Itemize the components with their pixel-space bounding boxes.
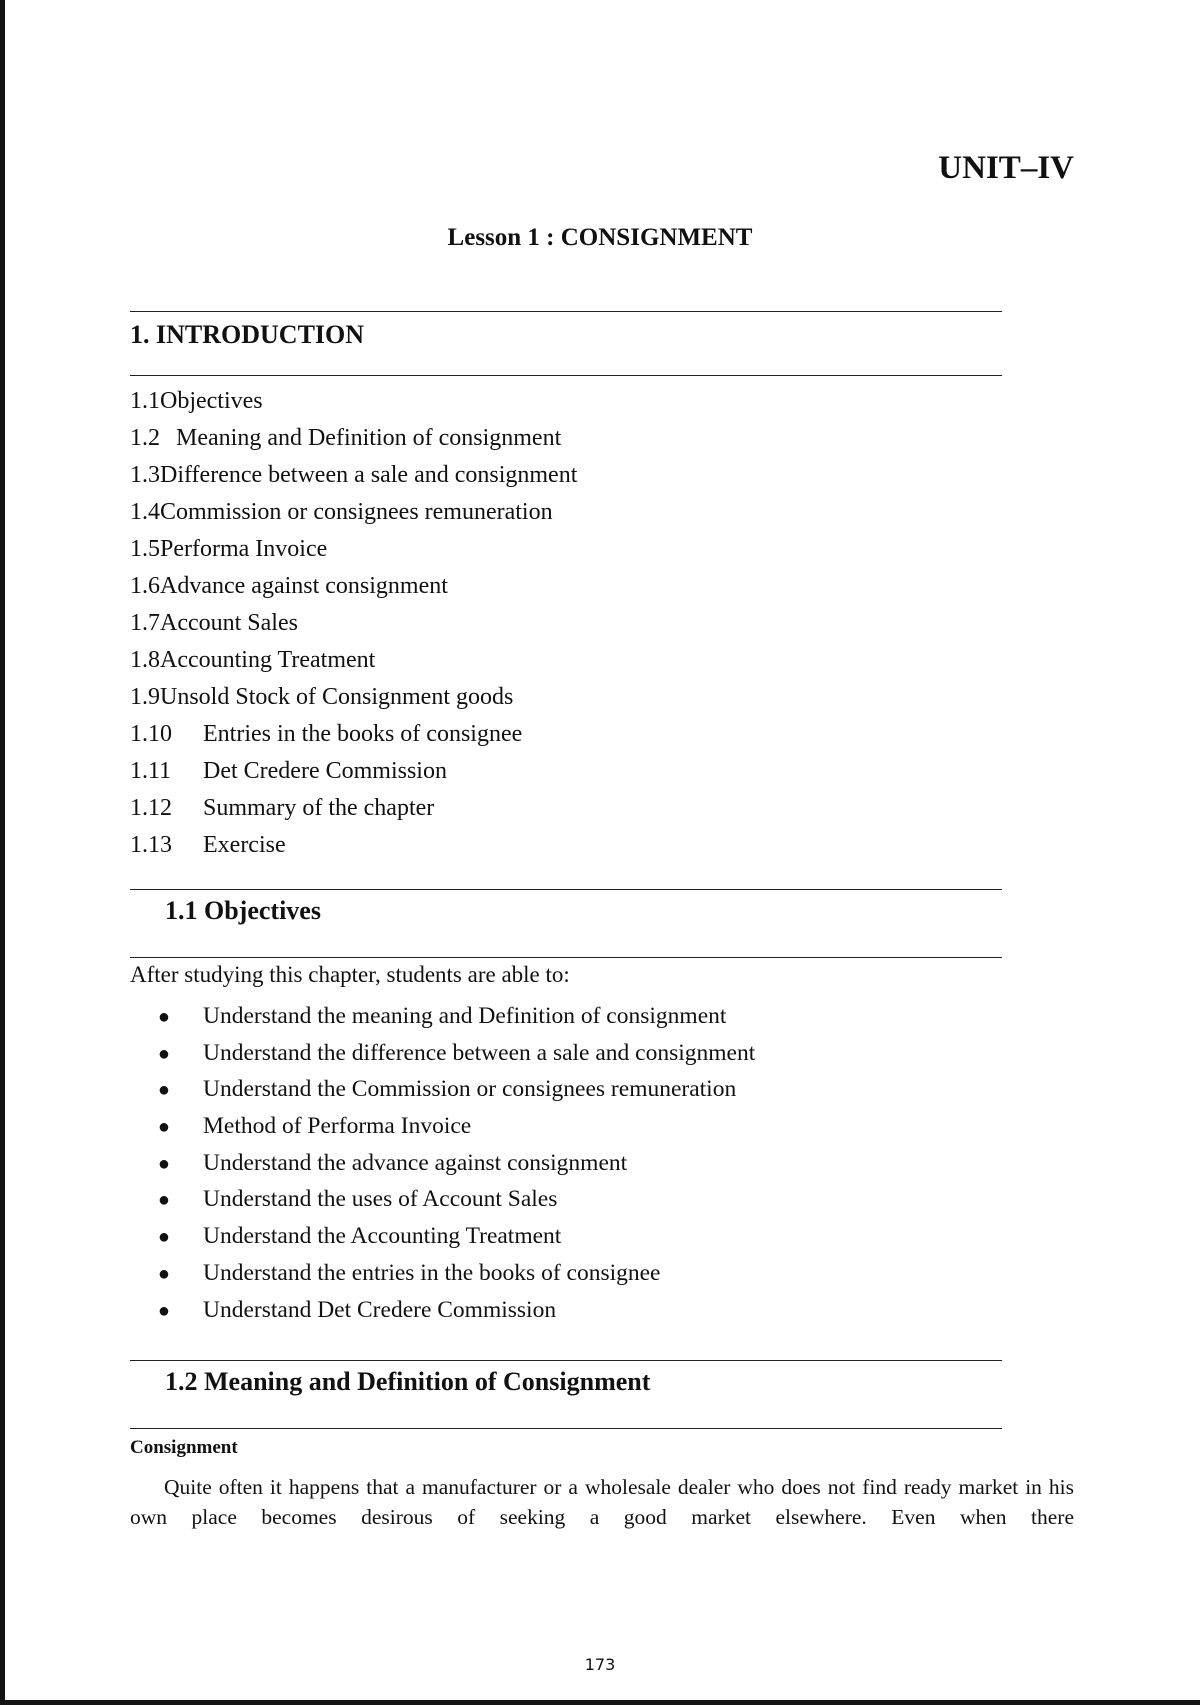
- toc-title: Unsold Stock of Consignment goods: [160, 684, 514, 710]
- list-item: [130, 1218, 755, 1255]
- toc-item: [130, 457, 577, 494]
- toc-item: [130, 716, 577, 753]
- toc-number: 1.11: [130, 758, 172, 784]
- toc-number: 1.4: [130, 499, 160, 525]
- objectives-intro: After studying this chapter, students are able to:: [130, 962, 570, 987]
- toc-title: Commission or consignees remuneration: [160, 499, 553, 525]
- list-item: [130, 1108, 755, 1145]
- toc-title: Advance against consignment: [160, 573, 448, 599]
- toc-item: [130, 568, 577, 605]
- objective-text: Understand the Commission or consignees remuneration: [203, 1076, 737, 1103]
- objective-text: Understand Det Credere Commission: [203, 1296, 557, 1323]
- list-item: [130, 1292, 755, 1329]
- bullet-icon: ●: [157, 1116, 170, 1139]
- objective-text: Understand the meaning and Definition of consignment: [203, 1003, 727, 1029]
- toc-item: [130, 827, 577, 864]
- toc-number: 1.1: [130, 388, 160, 414]
- bullet-icon: ●: [157, 1079, 170, 1102]
- objectives-heading: 1.1 Objectives: [165, 896, 321, 925]
- toc-title: Objectives: [160, 388, 263, 414]
- toc-title: Difference between a sale and consignment: [160, 462, 578, 488]
- body-paragraph: Quite often it happens that a manufacturer or a wholesale dealer who does not find ready market in his own place becomes desirous of seeking a good market elsewhere. Even when there: [130, 1475, 1074, 1529]
- toc-item: [130, 420, 577, 457]
- consignment-subheading: Consignment: [130, 1437, 238, 1458]
- divider: [130, 311, 1002, 312]
- toc-number: 1.5: [130, 536, 160, 562]
- bullet-icon: ●: [157, 1189, 170, 1212]
- bullet-icon: ●: [157, 1299, 170, 1322]
- meaning-heading: 1.2 Meaning and Definition of Consignment: [165, 1367, 651, 1396]
- list-item: [130, 1181, 755, 1218]
- divider: [130, 889, 1002, 890]
- toc-title: Accounting Treatment: [160, 647, 376, 673]
- toc-number: 1.7: [130, 610, 160, 636]
- bullet-icon: ●: [157, 1006, 170, 1028]
- list-item: [130, 1255, 755, 1292]
- toc-item: [130, 531, 577, 568]
- bullet-icon: ●: [157, 1152, 170, 1175]
- toc-item: [130, 642, 577, 679]
- toc-title: Exercise: [203, 832, 286, 858]
- toc-number: 1.6: [130, 573, 160, 599]
- list-item: [130, 1035, 755, 1072]
- toc-item: [130, 753, 577, 790]
- toc-number: 1.13: [130, 832, 172, 858]
- toc-title: Summary of the chapter: [203, 795, 435, 821]
- objective-text: Understand the Accounting Treatment: [203, 1223, 562, 1250]
- bullet-icon: ●: [157, 1262, 170, 1285]
- page-bottom-border: [0, 1700, 1200, 1705]
- objective-text: Understand the entries in the books of consignee: [203, 1259, 661, 1286]
- objective-text: Method of Performa Invoice: [203, 1113, 472, 1140]
- page-left-border: [0, 0, 5, 1705]
- divider: [130, 1360, 1002, 1361]
- toc-item: [130, 679, 577, 716]
- toc-title: Det Credere Commission: [203, 758, 447, 784]
- list-item: [130, 998, 755, 1035]
- divider: [130, 957, 1002, 958]
- toc-title: Meaning and Definition of consignment: [176, 425, 562, 451]
- divider: [130, 375, 1002, 376]
- toc-number: 1.12: [130, 795, 172, 821]
- objective-text: Understand the difference between a sale and consignment: [203, 1039, 756, 1066]
- toc-title: Performa Invoice: [160, 536, 328, 562]
- unit-title: UNIT–IV: [938, 150, 1074, 186]
- toc-number: 1.8: [130, 647, 160, 673]
- toc-item: [130, 383, 577, 420]
- toc-title: Entries in the books of consignee: [203, 721, 523, 747]
- bullet-icon: ●: [157, 1042, 170, 1065]
- list-item: [130, 1071, 755, 1108]
- toc-number: 1.10: [130, 721, 172, 747]
- objectives-list: [130, 998, 755, 1328]
- objective-text: Understand the uses of Account Sales: [203, 1186, 558, 1213]
- divider: [130, 1428, 1002, 1429]
- page-number: 173: [584, 1655, 616, 1674]
- toc-number: 1.3: [130, 462, 160, 488]
- toc-number: 1.9: [130, 684, 160, 710]
- toc-item: [130, 494, 577, 531]
- lesson-title: Lesson 1 : CONSIGNMENT: [447, 224, 753, 251]
- objective-text: Understand the advance against consignment: [203, 1149, 628, 1176]
- toc-title: Account Sales: [160, 610, 298, 636]
- introduction-heading: 1. INTRODUCTION: [130, 320, 365, 349]
- table-of-contents: [130, 383, 577, 864]
- toc-item: [130, 605, 577, 642]
- toc-item: [130, 790, 577, 827]
- list-item: [130, 1145, 755, 1182]
- bullet-icon: ●: [157, 1226, 170, 1249]
- toc-number: 1.2: [130, 425, 160, 451]
